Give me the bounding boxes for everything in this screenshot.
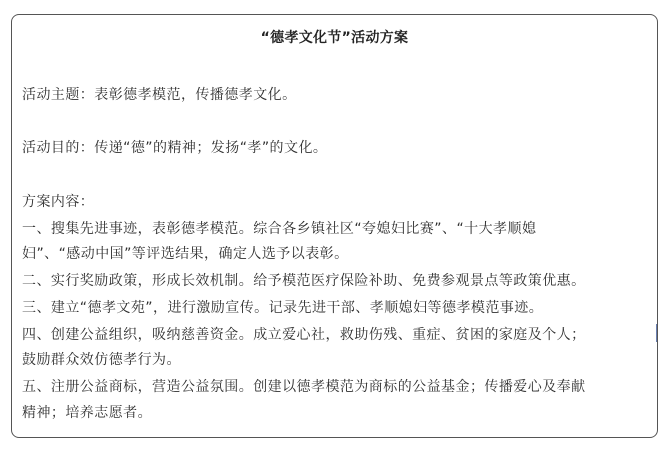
item-4-line-2: 鼓励群众效仿德孝行为。 — [22, 352, 181, 368]
item-5-line-1: 五、注册公益商标，营造公益氛围。创建以德孝模范为商标的公益基金；传播爱心及奉献 — [22, 379, 586, 395]
document-title: “德孝文化节”活动方案 — [260, 30, 409, 46]
item-3-line-1: 三、建立“德孝文苑”，进行激励宣传。记录先进干部、孝顺媳妇等德孝模范事迹。 — [22, 300, 544, 316]
content-heading: 方案内容： — [22, 194, 95, 210]
item-4-line-1: 四、创建公益组织，吸纳慈善资金。成立爱心社，救助伤残、重症、贫困的家庭及个人； — [22, 327, 586, 343]
purpose-line: 活动目的：传递“德”的精神；发扬“孝”的文化。 — [22, 140, 328, 156]
item-1-line-1: 一、搜集先进事迹，表彰德孝模范。综合各乡镇社区“夸媳妇比赛”、“十大孝顺媳 — [22, 221, 537, 237]
item-5-line-2: 精神；培养志愿者。 — [22, 405, 153, 421]
document-card — [11, 14, 658, 438]
theme-line: 活动主题：表彰德孝模范，传播德孝文化。 — [22, 87, 297, 103]
text-cursor — [656, 324, 657, 342]
item-1-line-2: 妇”、“感动中国”等评选结果，确定人选予以表彰。 — [22, 246, 349, 262]
item-2-line-1: 二、实行奖励政策，形成长效机制。给予模范医疗保险补助、免费参观景点等政策优惠。 — [22, 273, 586, 289]
